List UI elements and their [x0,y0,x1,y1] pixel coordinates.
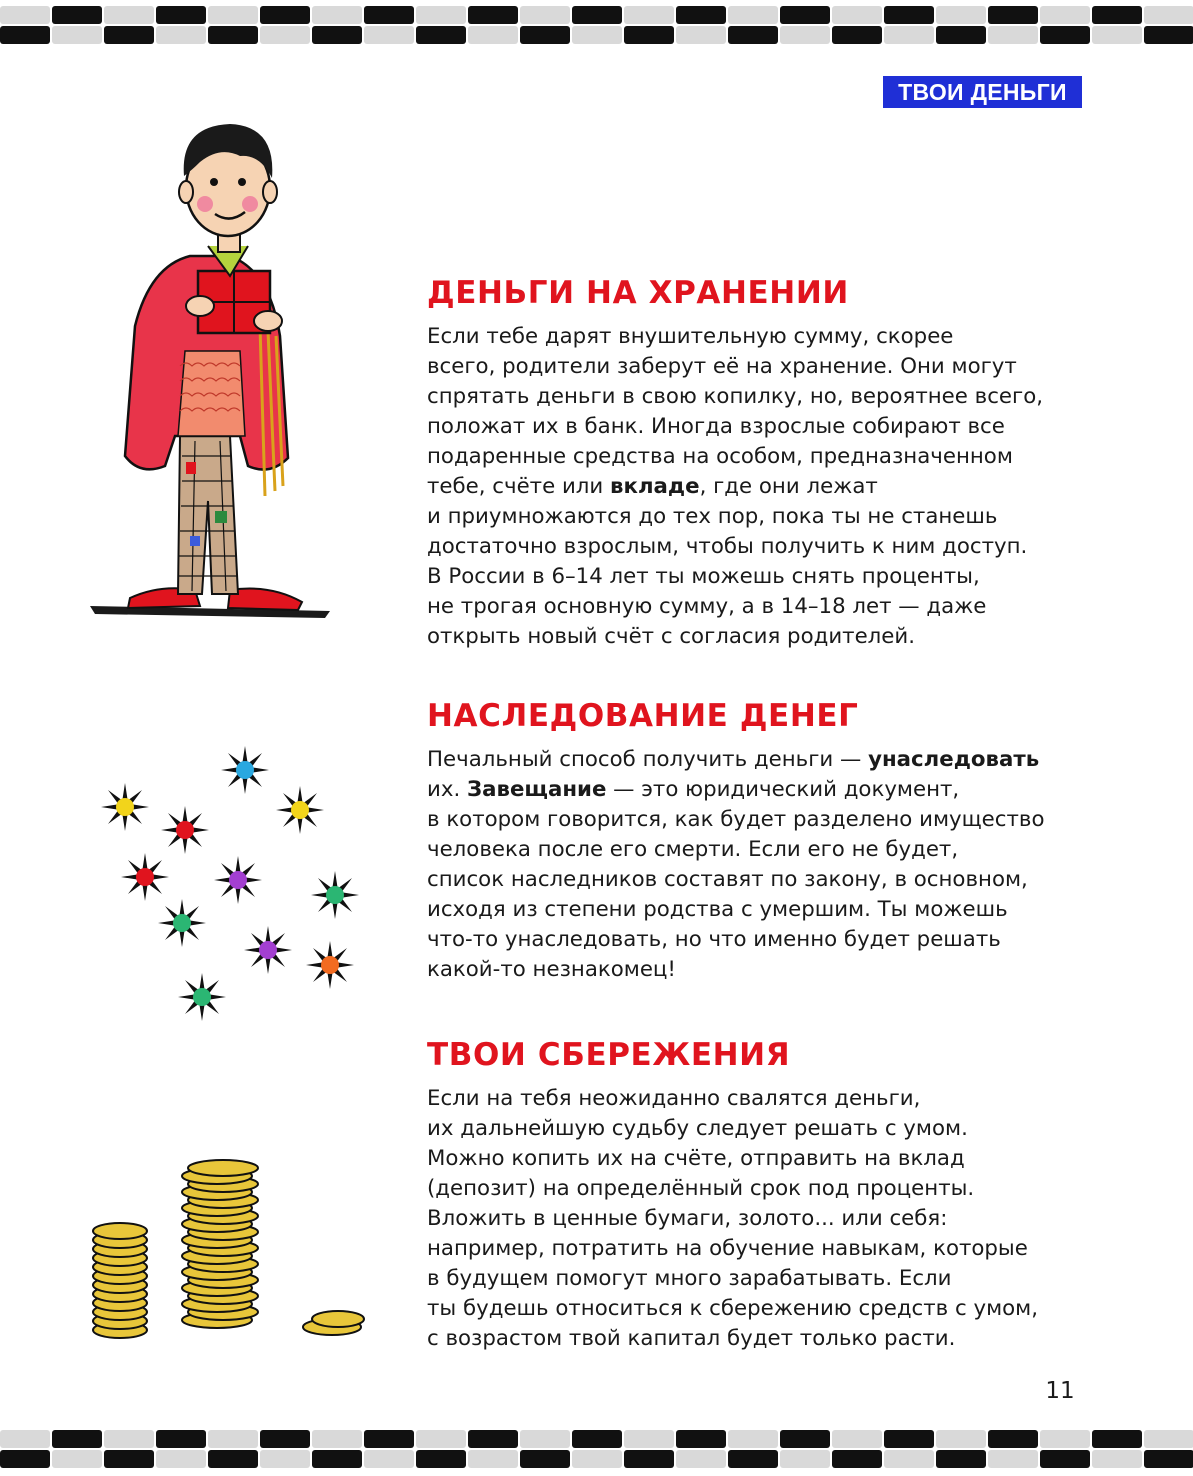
text-line [427,502,1107,532]
star-icon [178,973,226,1021]
border-tile [208,1450,258,1468]
text-line [427,322,1107,352]
border-tile [0,26,50,44]
border-tile [1144,26,1193,44]
text-line [427,472,1107,502]
border-tile [884,6,934,24]
border-tile [1092,26,1142,44]
border-tile [364,1430,414,1448]
border-tile [416,1450,466,1468]
text-line [427,1084,1107,1114]
border-tile [260,1450,310,1468]
border-tile [364,1450,414,1468]
text-line [427,1324,1107,1354]
border-tile [728,1430,778,1448]
top-checker-border [0,0,1193,52]
border-tile [208,1430,258,1448]
text-segment: , где они лежат [699,474,878,499]
border-tile [572,26,622,44]
text-line [427,1174,1107,1204]
text-line [427,382,1107,412]
text-segment: Если на тебя неожиданно свалятся деньги, [427,1086,921,1111]
border-tile [364,6,414,24]
star-icon [161,806,209,854]
border-tile [676,26,726,44]
border-tile [1040,6,1090,24]
border-tile [468,1450,518,1468]
border-tile [1092,1450,1142,1468]
text-line [427,865,1107,895]
border-tile [468,26,518,44]
text-segment: в будущем помогут много зарабатывать. Если [427,1266,952,1291]
border-tile [988,26,1038,44]
text-segment: достаточно взрослым, чтобы получить к ним доступ. [427,534,1028,559]
text-segment: какой-то незнакомец! [427,957,676,982]
border-tile [884,1450,934,1468]
star-icon [306,941,354,989]
border-tile [676,6,726,24]
text-segment: открыть новый счёт с согласия родителей. [427,624,916,649]
star-icon [244,926,292,974]
border-tile [1144,6,1193,24]
star-icon [214,856,262,904]
border-tile [1144,1450,1193,1468]
text-segment: человека после его смерти. Если его не будет, [427,837,959,862]
text-segment: и приумножаются до тех пор, пока ты не станешь [427,504,998,529]
section-heading-savings: ТВОИ СБЕРЕЖЕНИЯ [427,1037,791,1073]
star-icon [276,786,324,834]
border-tile [156,1450,206,1468]
border-tile [156,6,206,24]
border-tile [572,1450,622,1468]
border-tile [416,26,466,44]
bold-term: вкладе [610,474,700,499]
border-tile [416,1430,466,1448]
border-tile [780,1430,830,1448]
text-line [427,805,1107,835]
border-tile [1040,1430,1090,1448]
border-tile [312,6,362,24]
border-tile [1092,1430,1142,1448]
coin-icon [312,1311,364,1327]
coin-icon [188,1160,258,1176]
border-tile [1040,26,1090,44]
border-tile [728,1450,778,1468]
text-segment: (депозит) на определённый срок под проценты. [427,1176,975,1201]
border-tile [520,26,570,44]
border-tile [104,1430,154,1448]
star-icon [221,746,269,794]
border-tile [728,26,778,44]
text-line [427,835,1107,865]
border-tile [468,1430,518,1448]
text-line [427,1204,1107,1234]
text-line [427,532,1107,562]
text-segment: всего, родители заберут её на хранение. Они могут [427,354,1017,379]
border-tile [884,26,934,44]
border-tile [676,1430,726,1448]
border-tile [624,6,674,24]
border-tile [832,26,882,44]
border-tile [728,6,778,24]
border-tile [988,1430,1038,1448]
border-tile [468,6,518,24]
section-text-inheritance [427,745,1107,985]
border-tile [572,6,622,24]
border-tile [624,1450,674,1468]
border-tile [1040,1450,1090,1468]
text-segment: их дальнейшую судьбу следует решать с умом. [427,1116,968,1141]
text-line [427,1114,1107,1144]
border-tile [624,1430,674,1448]
text-segment: их. [427,777,467,802]
border-tile [0,6,50,24]
text-segment: исходя из степени родства с умершим. Ты можешь [427,897,1008,922]
border-tile [312,26,362,44]
border-tile [52,1450,102,1468]
border-tile [260,26,310,44]
text-line [427,1234,1107,1264]
text-line [427,622,1107,652]
text-line [427,745,1107,775]
text-line [427,895,1107,925]
text-line [427,352,1107,382]
border-tile [520,1450,570,1468]
text-segment: Можно копить их на счёте, отправить на вклад [427,1146,965,1171]
border-tile [260,6,310,24]
border-tile [988,6,1038,24]
text-segment: подаренные средства на особом, предназначенном [427,444,1013,469]
text-line [427,925,1107,955]
star-icon [101,783,149,831]
border-tile [208,26,258,44]
text-line [427,775,1107,805]
border-tile [1092,6,1142,24]
border-tile [52,6,102,24]
border-tile [312,1430,362,1448]
border-tile [936,26,986,44]
coin-icon [93,1223,147,1239]
sparkle-stars-icon [90,745,370,1035]
border-tile [988,1450,1038,1468]
text-segment: список наследников составят по закону, в основном, [427,867,1028,892]
text-line [427,1144,1107,1174]
text-line [427,1294,1107,1324]
text-line [427,442,1107,472]
border-tile [156,1430,206,1448]
border-tile [1144,1430,1193,1448]
text-segment: тебе, счёте или [427,474,611,499]
boy-holding-gift-icon [80,106,340,641]
text-segment: Если тебе дарят внушительную сумму, скорее [427,324,954,349]
border-tile [416,6,466,24]
border-tile [780,26,830,44]
border-tile [0,1450,50,1468]
bold-term: унаследовать [868,747,1040,772]
border-tile [832,1430,882,1448]
border-tile [52,1430,102,1448]
star-icon [121,853,169,901]
text-segment: не трогая основную сумму, а в 14–18 лет — даже [427,594,987,619]
border-tile [936,1450,986,1468]
border-tile [260,1430,310,1448]
text-line [427,1264,1107,1294]
text-line [427,955,1107,985]
border-tile [884,1430,934,1448]
text-line [427,412,1107,442]
text-segment: что-то унаследовать, но что именно будет решать [427,927,1001,952]
star-icon [311,871,359,919]
border-tile [832,1450,882,1468]
border-tile [520,6,570,24]
border-tile [208,6,258,24]
coin-stacks-icon [80,1145,380,1345]
bold-term: Завещание [466,777,607,802]
border-tile [520,1430,570,1448]
star-icon [158,899,206,947]
border-tile [104,26,154,44]
border-tile [936,6,986,24]
text-segment: ты будешь относиться к сбережению средств с умом, [427,1296,1039,1321]
border-tile [156,26,206,44]
border-tile [312,1450,362,1468]
section-heading-storage: ДЕНЬГИ НА ХРАНЕНИИ [427,275,849,311]
section-heading-inheritance: НАСЛЕДОВАНИЕ ДЕНЕГ [427,698,859,734]
text-segment: В России в 6–14 лет ты можешь снять проценты, [427,564,980,589]
text-line [427,562,1107,592]
border-tile [52,26,102,44]
text-segment: с возрастом твой капитал будет только расти. [427,1326,956,1351]
text-segment: положат их в банк. Иногда взрослые собирают все [427,414,1005,439]
section-text-savings [427,1084,1107,1354]
text-segment: — это юридический документ, [606,777,960,802]
border-tile [104,1450,154,1468]
border-tile [780,1450,830,1468]
section-text-storage [427,322,1107,652]
bottom-checker-border [0,1424,1193,1476]
border-tile [364,26,414,44]
border-tile [832,6,882,24]
page-number: 11 [1045,1378,1075,1404]
border-tile [936,1430,986,1448]
section-tag: ТВОИ ДЕНЬГИ [883,76,1082,108]
text-line [427,592,1107,622]
border-tile [676,1450,726,1468]
border-tile [104,6,154,24]
text-segment: спрятать деньги в свою копилку, но, вероятнее всего, [427,384,1043,409]
border-tile [572,1430,622,1448]
text-segment: Печальный способ получить деньги — [427,747,869,772]
text-segment: например, потратить на обучение навыкам, которые [427,1236,1028,1261]
text-segment: Вложить в ценные бумаги, золото... или себя: [427,1206,948,1231]
border-tile [624,26,674,44]
border-tile [0,1430,50,1448]
border-tile [780,6,830,24]
text-segment: в котором говорится, как будет разделено имущество [427,807,1045,832]
